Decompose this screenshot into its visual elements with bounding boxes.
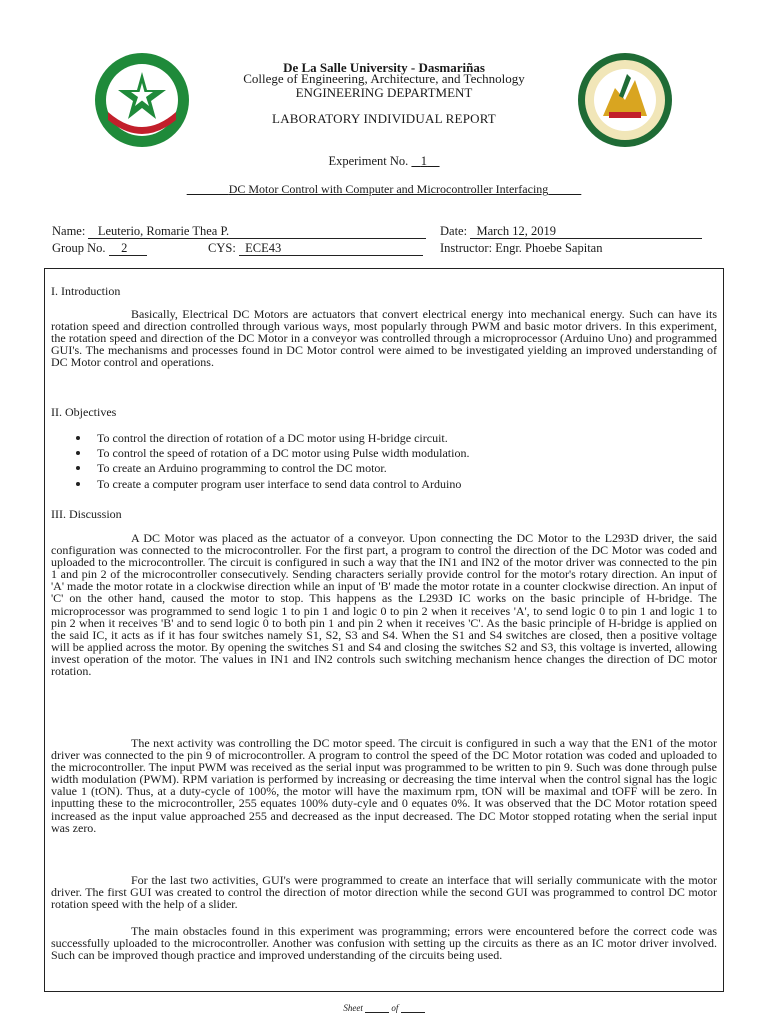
sheet-number-blank — [365, 1002, 389, 1013]
sheet-label: Sheet — [343, 1003, 363, 1013]
experiment-number-line — [0, 154, 768, 169]
name-value-blank — [88, 224, 426, 239]
university-name: De La Salle University - Dasmariñas — [283, 60, 485, 75]
objectives-list — [76, 431, 469, 492]
instructor-label: Instructor: — [440, 241, 493, 255]
experiment-title: DC Motor Control with Computer and Microcontroller Interfacing — [228, 182, 549, 196]
group-value-blank — [109, 241, 147, 256]
group-field — [52, 241, 147, 256]
discussion-heading: III. Discussion — [51, 507, 122, 521]
objective-item: To create a computer program user interface to send data control to Arduino — [76, 477, 469, 492]
name-label: Name: — [52, 224, 86, 238]
cys-field — [208, 241, 423, 256]
objective-item: To control the direction of rotation of a DC motor using H-bridge circuit. — [76, 431, 469, 446]
discussion-paragraph-1: A DC Motor was placed as the actuator of a conveyor. Upon connecting the DC Motor to the L293D driver, the said configuration was connected to the microcontroller. For the first part, a program to control the direction of the DC Motor was coded and uploaded to the microcontroller. The circuit is configured in such a way that the IN1 and IN2 of the motor driver was connected to the pin 1 and pin 2 of the microcontroller consecutively. Sending characters serially provide control for the motor's rotary direction. An input of 'A' made the motor rotate in a clockwise direction while an input of 'B' made the motor rotate in a counter clockwise direction. An input of 'C' on the other hand, caused the motor to stop. This happens as the L293D IC works on the basic principle of H-bridge. The microprocessor was programmed to send logic 1 to pin 1 and logic 0 to pin 2 when it receives 'A', to send logic 0 to pin 1 and logic 1 to pin 2 when it receives 'B' and to send logic 0 to both pin 1 and pin 2 when it receives 'C'. As the basic principle of H-bridge is applied on the said IC, it acts as if it has four switches namely S1, S2, S3 and S4. When the S1 and S4 switches are closed, then a positive voltage will be applied across the motor. By opening the switches S1 and S4 and closing the switches S2 and S3, this voltage is inverted, allowing invest operation of the motor. The values in IN1 and IN2 controls such switching mechanism hence changes the direction of DC motor rotation. — [51, 531, 717, 679]
of-label: of — [391, 1003, 399, 1013]
department-name: ENGINEERING DEPARTMENT — [295, 85, 473, 100]
report-type: LABORATORY INDIVIDUAL REPORT — [272, 111, 496, 126]
cys-value: ECE43 — [245, 241, 282, 255]
cys-value-blank — [239, 241, 423, 256]
experiment-label: Experiment No. — [328, 154, 409, 168]
sheet-footer — [0, 1002, 768, 1013]
discussion-paragraph-2: The next activity was controlling the DC motor speed. The circuit is configured in such a way that the EN1 of the motor driver was connected to the pin 9 of microcontroller. A program to control the speed of the DC Motor rotation was coded and uploaded to the microcontroller. The input PWM was received as the serial input was programmed to be written to pin 9. Such was done through pulse width modulation (PWM). RPM variation is performed by increasing or decreasing the time interval when the control signal has the logic value 1 (tON). Thus, at a duty-cycle of 100%, the motor will have the maximum rpm, tON will be maximal and tOFF will be zero. In inputting these to the microcontroller, 255 equates 100% duty-cyle and 0 equates 0%. It was observed that the DC Motor rotation speed increased as the input value approached 255 and decreased as the input decreased. The DC Motor stopped rotating when the serial input was zero. — [51, 736, 717, 835]
date-label: Date: — [440, 224, 468, 238]
date-value: March 12, 2019 — [476, 224, 556, 238]
name-field — [52, 224, 426, 239]
sheet-total-blank — [401, 1002, 425, 1013]
objective-item: To control the speed of rotation of a DC motor using Pulse width modulation. — [76, 446, 469, 461]
introduction-heading: I. Introduction — [51, 284, 121, 298]
objective-item: To create an Arduino programming to control the DC motor. — [76, 461, 469, 476]
college-name: College of Engineering, Architecture, and Technology — [243, 71, 525, 86]
cys-label: CYS: — [208, 241, 236, 255]
introduction-paragraph: Basically, Electrical DC Motors are actuators that convert electrical energy into mechanical energy. Such can have its rotation speed and direction controlled through various ways, most popularly through PWM and basic motor drivers. In this experiment, the rotation speed and direction of the DC Motor in a conveyor was controlled through a microprocessor (Arduino Uno) and programmed GUI's. The mechanisms and processes found in DC Motor control were aimed to be investigated yielding an improved understanding of DC Motor control and operations. — [51, 307, 717, 370]
experiment-title-line — [0, 182, 768, 197]
date-field — [440, 224, 702, 239]
instructor-value: Engr. Phoebe Sapitan — [495, 241, 603, 255]
objectives-heading: II. Objectives — [51, 405, 117, 419]
experiment-number: 1 — [420, 154, 428, 168]
discussion-paragraph-3: For the last two activities, GUI's were programmed to create an interface that will serially communicate with the motor driver. The first GUI was created to control the direction of motor direction while the second GUI was programmed to control DC motor rotation speed with the help of a slider. — [51, 873, 717, 912]
group-value: 2 — [121, 241, 128, 255]
discussion-paragraph-4: The main obstacles found in this experiment was programming; errors were encountered before the correct code was successfully uploaded to the microcontroller. Another was confusion with setting up the circuits as there as an IC motor driver involved. Such can be improved though practice and improved understanding of the circuits being used. — [51, 924, 717, 963]
name-value: Leuterio, Romarie Thea P. — [97, 224, 230, 238]
group-label: Group No. — [52, 241, 106, 255]
date-value-blank — [470, 224, 702, 239]
instructor-field — [440, 241, 602, 256]
